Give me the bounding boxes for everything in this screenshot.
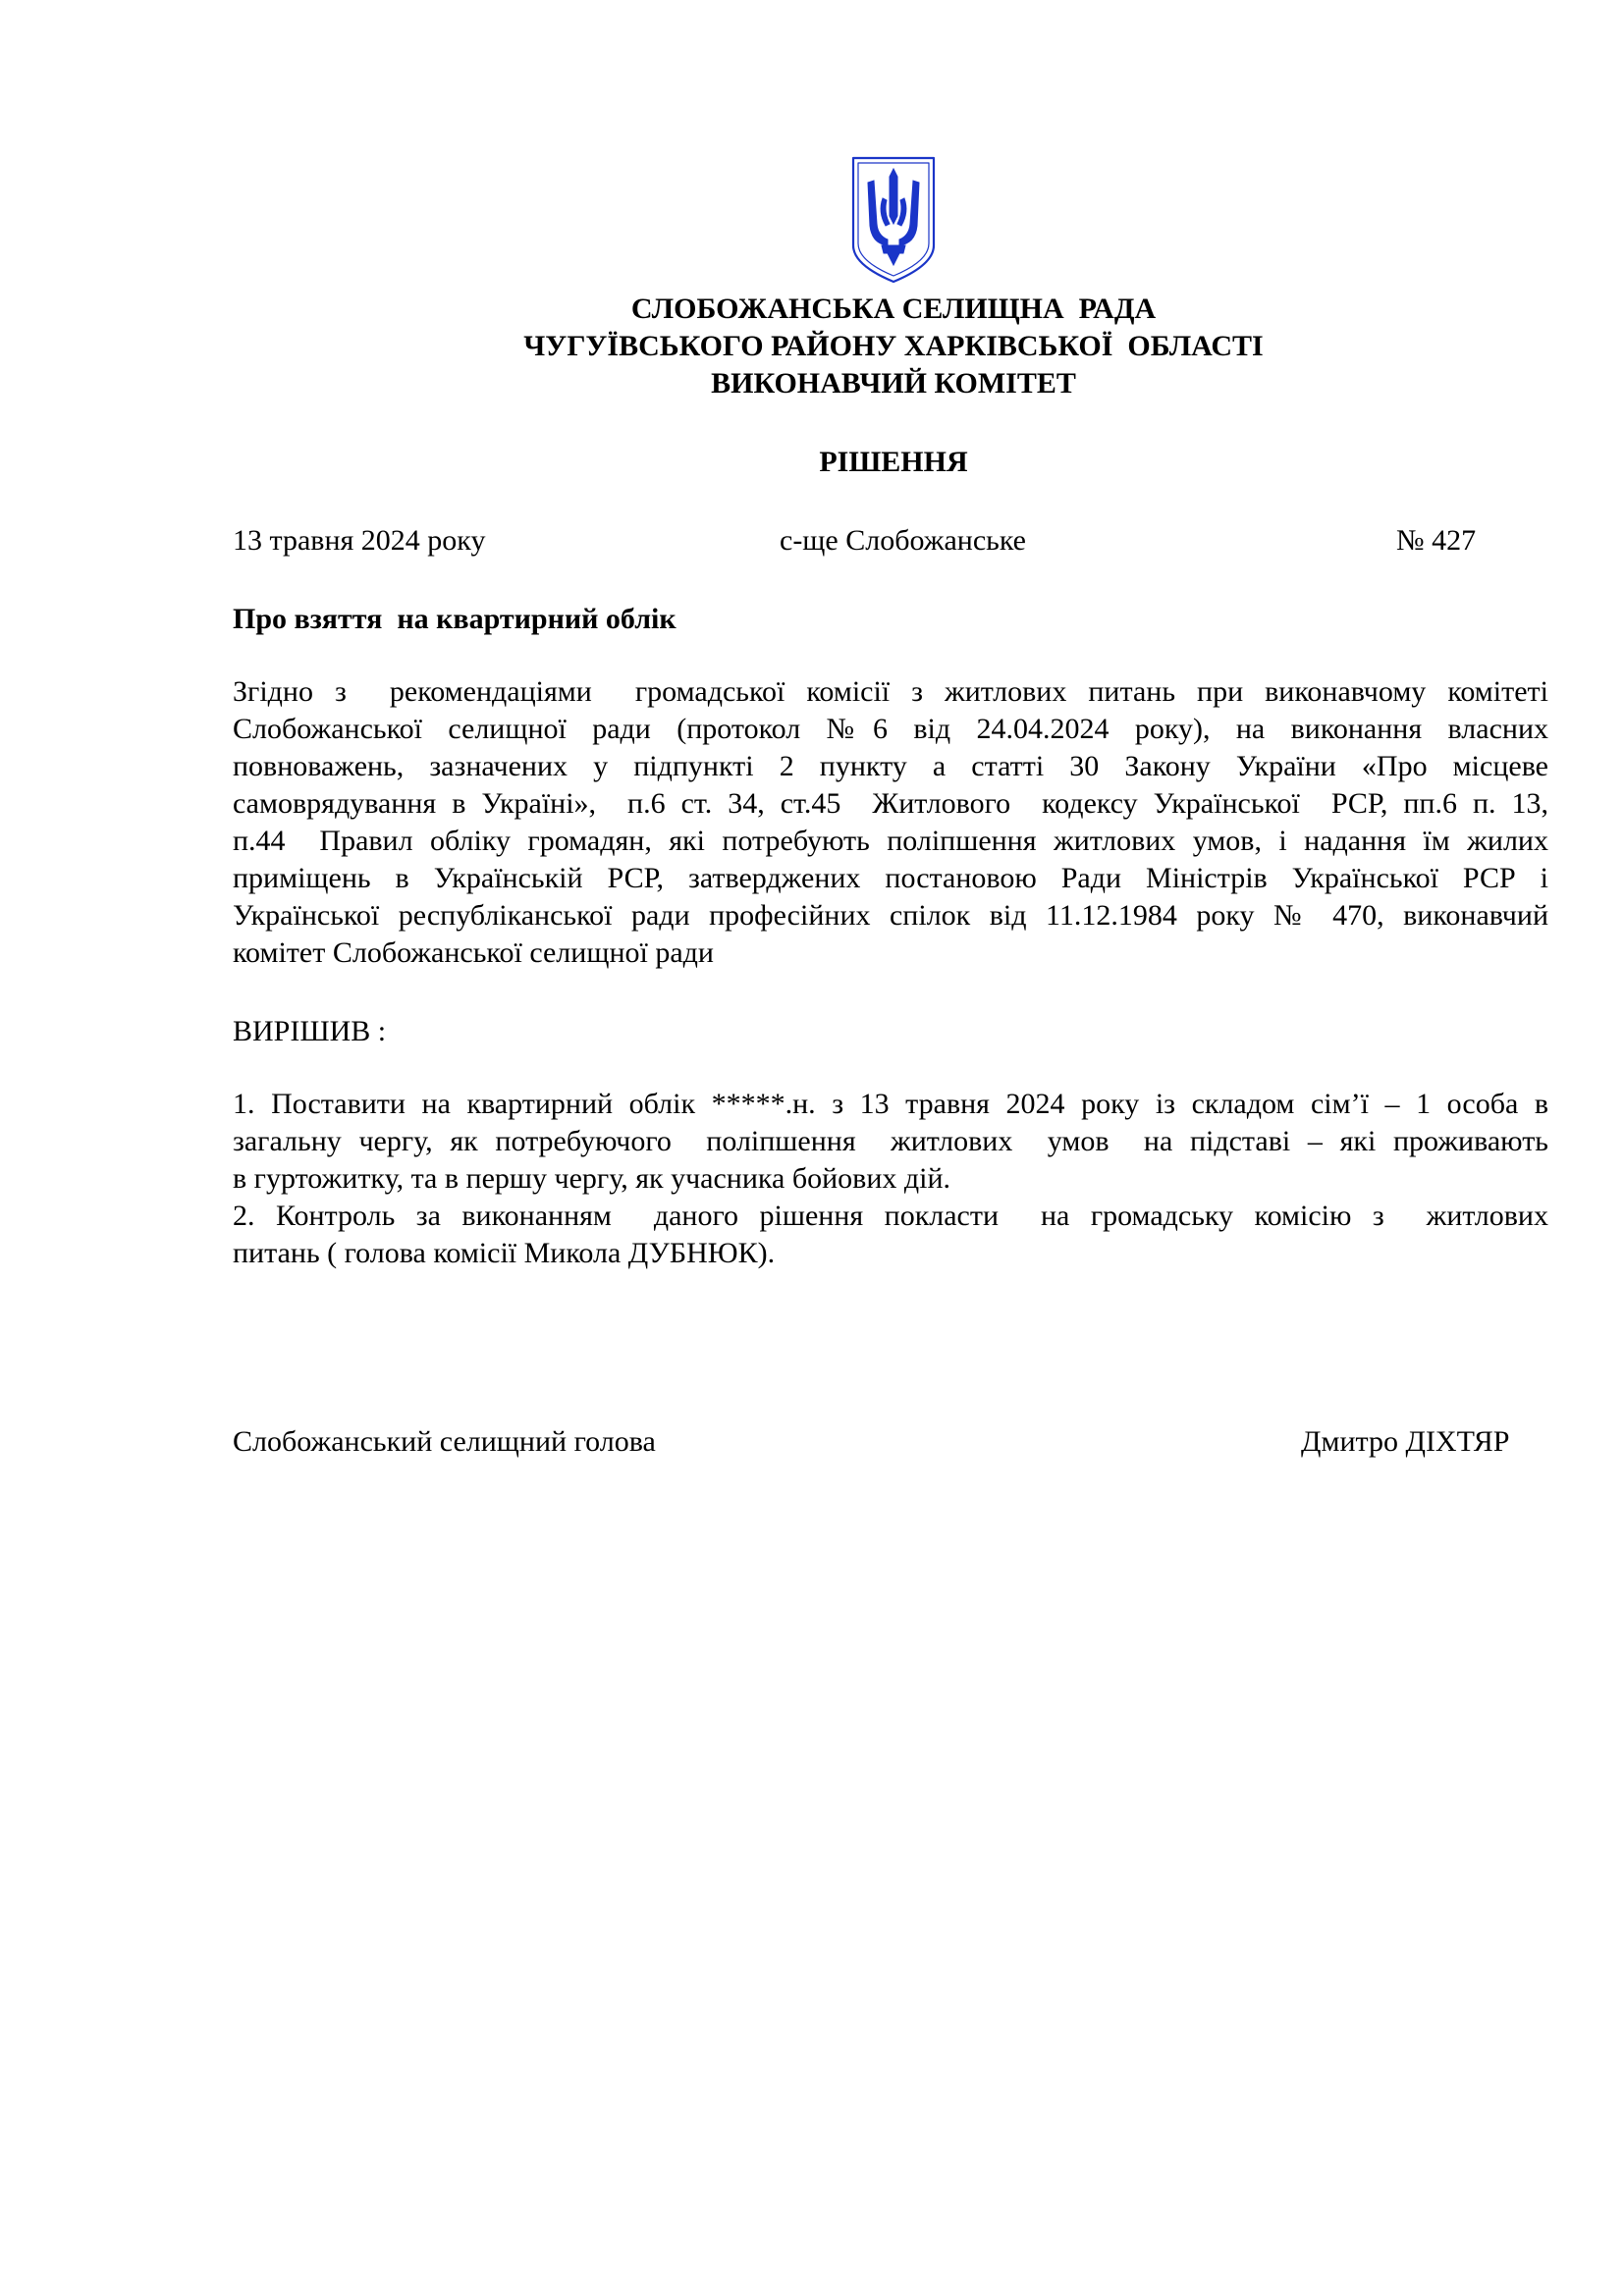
decision-title: РІШЕННЯ — [819, 446, 968, 478]
resolved-heading: ВИРІШИВ : — [233, 1015, 387, 1047]
preamble-line: п.44 Правил обліку громадян, які потребують поліпшення житлових умов, і надання їм жилих — [233, 825, 1548, 857]
decision-number: № 427 — [1396, 524, 1477, 557]
preamble-line: приміщень в Українській РСР, затверджених постановою Ради Міністрів Української РСР і — [233, 862, 1548, 894]
point-line: загальну чергу, як потребуючого поліпшення житлових умов на підставі – які проживають — [233, 1125, 1548, 1157]
decision-points — [233, 1086, 1548, 1272]
point-line: 1. Поставити на квартирний облік *****.н. з 13 травня 2024 року із складом сім’ї – 1 особа в — [233, 1088, 1548, 1120]
coat-of-arms-of-ukraine-icon — [850, 155, 937, 285]
point-line: питань ( голова комісії Микола ДУБНЮК). — [233, 1237, 776, 1269]
decision-subject: Про взяття на квартирний облік — [233, 603, 677, 635]
issuer-council-name: СЛОБОЖАНСЬКА СЕЛИЩНА РАДА — [630, 293, 1157, 325]
preamble-line: Згідно з рекомендаціями громадської комісії з житлових питань при виконавчому комітеті — [233, 675, 1548, 708]
preamble-line: Слобожанської селищної ради (протокол №6 від 24.04.2024 року), на виконання власних — [233, 713, 1548, 745]
decision-place: с-ще Слобожанське — [780, 524, 1026, 557]
preamble-line: Української республіканської ради професійних спілок від 11.12.1984 року № 470, виконавчий — [233, 899, 1548, 932]
signatory-name: Дмитро ДІХТЯР — [1301, 1425, 1510, 1458]
preamble-paragraph — [233, 673, 1548, 972]
signatory-position: Слобожанський селищний голова — [233, 1425, 656, 1458]
issuer-district-name: ЧУГУЇВСЬКОГО РАЙОНУ ХАРКІВСЬКОЇ ОБЛАСТІ — [523, 330, 1264, 362]
preamble-line: повноважень, зазначених у підпункті 2 пункту а статті 30 Закону України «Про місцеве — [233, 750, 1548, 782]
point-line: в гуртожитку, та в першу чергу, як учасника бойових дій. — [233, 1162, 951, 1195]
issuer-header — [0, 291, 1624, 402]
issuer-committee-name: ВИКОНАВЧИЙ КОМІТЕТ — [711, 367, 1076, 400]
preamble-line: комітет Слобожанської селищної ради — [233, 936, 714, 969]
point-line: 2. Контроль за виконанням даного рішення покласти на громадську комісію з житлових — [233, 1200, 1548, 1232]
preamble-line: самоврядування в Україні», п.6 ст. 34, ст.45 Житлового кодексу Української РСР, пп.6 п. 13, — [233, 787, 1548, 820]
decision-date: 13 травня 2024 року — [233, 524, 486, 557]
